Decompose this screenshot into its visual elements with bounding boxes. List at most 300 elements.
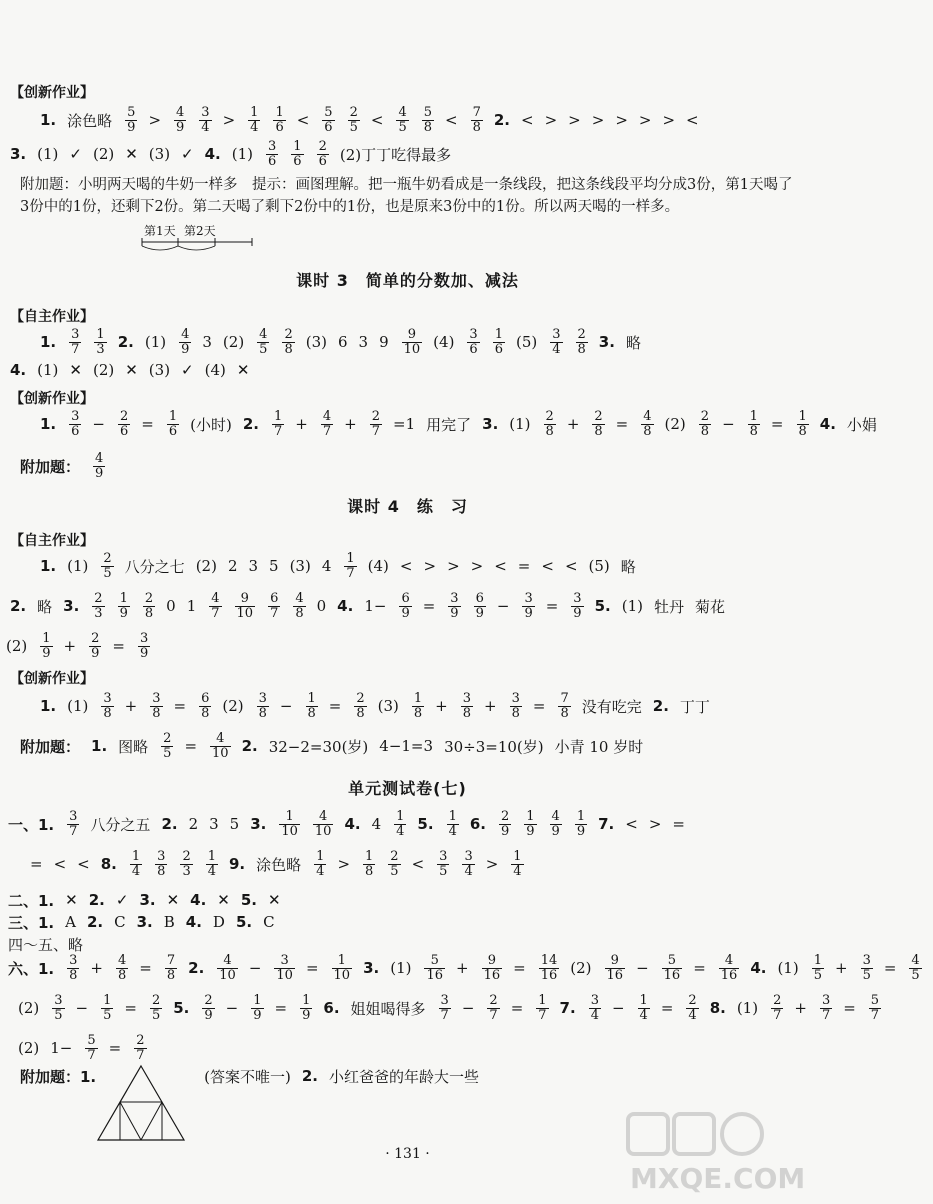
numerator: 2: [489, 992, 498, 1008]
fraction: [399, 592, 411, 621]
denominator: 8: [560, 705, 569, 721]
fraction: [439, 994, 451, 1023]
numerator: 2: [103, 550, 112, 566]
answer-token: (3): [148, 361, 171, 379]
answer-token: 略: [37, 597, 53, 616]
denominator: 6: [71, 423, 80, 439]
question-number: 二、1.: [8, 891, 55, 910]
numerator: 3: [464, 848, 473, 864]
numerator: 1: [285, 808, 294, 824]
answer-token: >: [148, 111, 162, 129]
denominator: 8: [749, 423, 758, 439]
answer-token: =: [139, 959, 152, 977]
numerator: 4: [551, 808, 560, 824]
answer-token: −: [611, 999, 625, 1017]
denominator: 6: [268, 153, 277, 169]
numerator: 2: [120, 408, 129, 424]
numerator: 2: [500, 808, 510, 824]
fraction: [165, 954, 177, 983]
answer-token: 小青 10 岁时: [554, 737, 644, 756]
answer-line: [8, 948, 933, 988]
fraction: [522, 592, 534, 621]
answer-token: 3: [358, 333, 369, 351]
answer-token: 姐姐喝得多: [350, 999, 426, 1018]
numerator: 3: [54, 992, 63, 1008]
numerator: 3: [524, 590, 533, 606]
numerator: 1: [119, 590, 128, 606]
answer-token: +: [90, 959, 103, 977]
numerator: 2: [371, 408, 380, 424]
denominator: 4: [448, 823, 457, 839]
lesson-3-title: 课时 3 简单的分数加、减法: [296, 271, 519, 290]
numerator: 2: [356, 690, 365, 706]
numerator: 1: [448, 808, 457, 824]
fraction: [52, 994, 64, 1023]
denominator: 7: [71, 341, 80, 357]
question-number: 2.: [652, 697, 669, 715]
answer-token: (1): [231, 145, 254, 163]
fraction: [268, 592, 280, 621]
question-number: 2.: [88, 891, 105, 909]
fraction: [291, 140, 303, 169]
denominator: 5: [163, 745, 172, 761]
question-number: 3.: [136, 913, 153, 931]
question-number: 2.: [161, 815, 178, 833]
denominator: 6: [469, 341, 478, 357]
fraction: [217, 954, 238, 983]
segment-diagram: [140, 222, 260, 258]
answer-token: =: [30, 855, 43, 873]
numerator: 2: [688, 992, 697, 1008]
answer-token: 略: [620, 557, 636, 576]
question-number: 4.: [10, 361, 27, 379]
answer-token: =: [883, 959, 897, 977]
question-number: 4.: [344, 815, 361, 833]
fraction: [589, 994, 601, 1023]
question-number: 3.: [139, 891, 156, 909]
denominator: 4: [513, 863, 522, 879]
numerator: 1: [274, 408, 283, 424]
answer-line: [30, 844, 535, 884]
numerator: 3: [152, 690, 161, 706]
fraction: [437, 850, 449, 879]
numerator: 4: [118, 952, 127, 968]
numerator: 1: [293, 138, 302, 154]
numerator: 1: [798, 408, 807, 424]
fraction: [462, 850, 474, 879]
numerator: 4: [216, 730, 225, 746]
answer-token: 1−: [50, 1039, 73, 1057]
numerator: 3: [862, 952, 871, 968]
numerator: 4: [643, 408, 652, 424]
answer-token: 0: [316, 597, 327, 615]
numerator: 7: [472, 104, 481, 120]
fraction: [396, 106, 408, 135]
answer-token: >: [470, 557, 484, 575]
answer-token: =: [328, 697, 342, 715]
answer-token: <: [564, 557, 578, 575]
denominator: 8: [103, 705, 112, 721]
fraction: [748, 410, 760, 439]
fraction: [424, 954, 445, 983]
answer-token: (2): [18, 999, 40, 1017]
numerator: 1: [96, 326, 105, 342]
denominator: 8: [144, 605, 154, 621]
denominator: 8: [798, 423, 807, 439]
numerator: 1: [346, 550, 355, 566]
denominator: 5: [911, 967, 920, 983]
denominator: 5: [349, 119, 358, 135]
answer-token: =: [660, 999, 674, 1017]
addon-label: 附加题：: [20, 457, 81, 476]
denominator: 9: [91, 645, 100, 661]
denominator: 8: [423, 119, 432, 135]
question-number: 1.: [40, 111, 57, 129]
denominator: 10: [276, 967, 293, 983]
question-number: 一、1.: [8, 815, 55, 834]
fraction: [180, 850, 192, 879]
denominator: 4: [396, 823, 405, 839]
answer-token: 小娟: [846, 415, 877, 434]
answer-token: (1): [67, 697, 89, 715]
fraction: [89, 632, 101, 661]
fraction: [266, 140, 278, 169]
denominator: 9: [253, 1007, 262, 1023]
fraction: [558, 692, 570, 721]
fraction: [493, 328, 505, 357]
answer-token: 30÷3=10(岁): [444, 737, 544, 756]
denominator: 9: [551, 823, 560, 839]
fraction: [467, 328, 479, 357]
answer-token: (1): [144, 333, 167, 351]
fraction: [422, 106, 434, 135]
answer-token: (2): [92, 361, 115, 379]
numerator: 5: [667, 952, 677, 968]
fraction: [332, 954, 353, 983]
numerator: 3: [69, 808, 78, 824]
numerator: 1: [307, 690, 316, 706]
numerator: 3: [71, 326, 80, 342]
question-number: 6.: [323, 999, 340, 1017]
fraction: [92, 592, 104, 621]
section-tag-self: 【自主作业】: [10, 533, 94, 549]
answer-token: =: [532, 697, 546, 715]
answer-token: +: [834, 959, 848, 977]
fraction: [638, 994, 650, 1023]
denominator: 5: [862, 967, 871, 983]
numerator: 2: [773, 992, 782, 1008]
fraction: [662, 954, 683, 983]
fraction: [354, 692, 366, 721]
question-number: 2.: [86, 913, 104, 931]
fraction: [550, 810, 562, 839]
numerator: 1: [250, 104, 259, 120]
denominator: 8: [594, 423, 603, 439]
numerator: 1: [576, 808, 586, 824]
numerator: 3: [139, 630, 149, 646]
fraction: [279, 810, 300, 839]
denominator: 9: [42, 645, 51, 661]
question-number: 附加题：: [20, 737, 81, 756]
fraction: [575, 810, 587, 839]
numerator: 4: [724, 952, 734, 968]
numerator: 5: [87, 1032, 96, 1048]
denominator: 16: [426, 967, 444, 983]
fraction: [592, 410, 604, 439]
numerator: 5: [324, 104, 333, 120]
answer-line: [8, 804, 696, 844]
fraction: [314, 850, 326, 879]
answer-token: ✓: [69, 145, 82, 163]
answer-token: =: [422, 597, 436, 615]
answer-token: (2): [222, 333, 245, 351]
answer-token: (4): [367, 557, 389, 575]
fraction: [125, 106, 137, 135]
fraction: [909, 954, 921, 983]
answer-token: B: [163, 913, 175, 931]
denominator: 5: [813, 967, 822, 983]
question-number: 4.: [337, 597, 354, 615]
answer-token: =: [510, 999, 524, 1017]
answer-token: (2): [92, 145, 115, 163]
answer-token: =: [124, 999, 137, 1017]
fraction: [199, 692, 211, 721]
answer-token: <: [521, 111, 534, 129]
numerator: 4: [95, 450, 104, 466]
denominator: 16: [483, 967, 501, 983]
numerator: 2: [594, 408, 603, 424]
answer-line: [18, 988, 892, 1028]
question-number: 六、1.: [8, 959, 55, 978]
diagram-label-day2: 第2天: [184, 224, 216, 238]
denominator: 8: [295, 605, 304, 621]
section-tag-create: 【创新作业】: [10, 671, 94, 687]
fraction: [300, 994, 312, 1023]
answer-line: [40, 404, 888, 444]
fraction: [209, 592, 221, 621]
answer-token: −: [636, 959, 649, 977]
denominator: 4: [688, 1007, 697, 1023]
answer-line: [40, 686, 721, 726]
lesson-4-title: 课时 4 练 习: [347, 497, 468, 516]
denominator: 5: [259, 341, 268, 357]
denominator: 9: [204, 1007, 213, 1023]
fraction: [363, 850, 375, 879]
denominator: 8: [545, 423, 554, 439]
denominator: 8: [472, 119, 481, 135]
numerator: 3: [268, 138, 277, 154]
numerator: 2: [182, 848, 191, 864]
answer-token: =: [513, 959, 526, 977]
answer-token: −: [248, 959, 262, 977]
answer-token: (2): [222, 697, 244, 715]
denominator: 3: [96, 341, 105, 357]
numerator: 9: [487, 952, 496, 968]
denominator: 6: [318, 153, 327, 169]
numerator: 3: [258, 690, 267, 706]
numerator: 2: [91, 630, 100, 646]
answer-token: 0: [166, 597, 176, 615]
denominator: 9: [302, 1007, 311, 1023]
answer-token: 图略: [118, 737, 149, 756]
answer-token: +: [435, 697, 448, 715]
question-number: 2.: [10, 597, 27, 615]
answer-token: −: [722, 415, 735, 433]
answer-token: ✕: [125, 361, 138, 379]
denominator: 9: [139, 645, 149, 661]
answer-token: 4−1=3: [379, 737, 434, 755]
denominator: 4: [639, 1007, 648, 1023]
answer-token: >: [423, 557, 437, 575]
answer-token: (2): [195, 557, 217, 575]
numerator: 1: [813, 952, 822, 968]
denominator: 3: [94, 605, 103, 621]
fraction: [210, 732, 231, 761]
numerator: 1: [513, 848, 522, 864]
fraction: [797, 410, 809, 439]
answer-token: −: [225, 999, 239, 1017]
answer-token: <: [625, 815, 638, 833]
answer-token: (3): [148, 145, 171, 163]
numerator: 7: [560, 690, 569, 706]
question-number: 3.: [598, 333, 615, 351]
denominator: 6: [324, 119, 333, 135]
denominator: 8: [462, 705, 472, 721]
numerator: 4: [176, 104, 185, 120]
numerator: 1: [396, 808, 405, 824]
question-number: 3.: [63, 597, 80, 615]
answer-token: ✓: [181, 145, 194, 163]
denominator: 8: [152, 705, 161, 721]
answer-token: 八分之五: [90, 815, 151, 834]
fraction: [321, 410, 333, 439]
numerator: 6: [401, 590, 410, 606]
answer-token: >: [222, 111, 236, 129]
denominator: 9: [127, 119, 136, 135]
denominator: 7: [69, 823, 78, 839]
answer-token: ✕: [166, 891, 180, 909]
numerator: 3: [573, 590, 582, 606]
numerator: 4: [259, 326, 268, 342]
denominator: 8: [258, 705, 267, 721]
numerator: 5: [423, 104, 432, 120]
answer-token: =: [173, 697, 187, 715]
numerator: 2: [349, 104, 358, 120]
answer-token: (4): [204, 361, 226, 379]
numerator: 2: [577, 326, 586, 342]
answer-token: 牡丹: [653, 597, 684, 616]
answer-token: >: [648, 815, 662, 833]
fraction: [273, 106, 285, 135]
answer-token: <: [541, 557, 554, 575]
fraction: [348, 106, 360, 135]
answer-token: <: [399, 557, 413, 575]
fraction: [412, 692, 424, 721]
denominator: 8: [511, 705, 520, 721]
answer-token: =: [305, 959, 319, 977]
fraction: [812, 954, 824, 983]
question-number: 3.: [482, 415, 499, 433]
denominator: 9: [526, 823, 535, 839]
fraction: [447, 810, 459, 839]
numerator: 1: [253, 992, 262, 1008]
answer-token: (1): [67, 557, 89, 575]
answer-token: =: [108, 1039, 122, 1057]
fraction: [511, 850, 523, 879]
denominator: 8: [166, 967, 176, 983]
answer-token: (1): [37, 145, 59, 163]
answer-token: >: [591, 111, 605, 129]
answer-token: =: [672, 815, 685, 833]
denominator: 5: [390, 863, 399, 879]
answer-token: 略: [625, 333, 641, 352]
denominator: 8: [413, 705, 423, 721]
numerator: 1: [42, 630, 51, 646]
fraction: [174, 106, 186, 135]
fraction: [40, 632, 52, 661]
diagram-label-day1: 第1天: [144, 224, 176, 238]
fraction: [155, 850, 167, 879]
fraction: [67, 954, 79, 983]
answer-token: ✕: [125, 145, 138, 163]
answer-token: ✕: [268, 891, 281, 909]
fraction: [550, 328, 562, 357]
answer-token: (5): [588, 557, 610, 575]
addon-label: 附加题：1.: [20, 1067, 97, 1086]
fraction: [293, 592, 305, 621]
answer-token: ✕: [217, 891, 230, 909]
numerator: 2: [144, 590, 154, 606]
answer-token: >: [337, 855, 351, 873]
denominator: 4: [201, 119, 210, 135]
question-number: 6.: [469, 815, 486, 833]
numerator: 3: [439, 848, 448, 864]
answer-token: <: [370, 111, 384, 129]
question-number: 4.: [185, 913, 202, 931]
answer-token: (1): [736, 999, 759, 1017]
answer-token: +: [456, 959, 469, 977]
numerator: 4: [211, 590, 220, 606]
numerator: 3: [280, 952, 289, 968]
fraction: [544, 410, 556, 439]
answer-token: 用完了: [426, 415, 472, 434]
numerator: 1: [207, 848, 216, 864]
answer-token: (2): [664, 415, 686, 433]
denominator: 10: [212, 745, 229, 761]
question-number: 7.: [598, 815, 615, 833]
answer-token: (1): [777, 959, 799, 977]
denominator: 16: [606, 967, 624, 983]
answer-token: <: [686, 111, 699, 129]
denominator: 5: [398, 119, 407, 135]
answer-token: (1): [509, 415, 531, 433]
fraction: [257, 692, 269, 721]
question-number: 5.: [173, 999, 190, 1017]
answer-token: −: [279, 697, 293, 715]
fraction: [150, 994, 162, 1023]
fraction: [306, 692, 318, 721]
denominator: 8: [118, 967, 127, 983]
answer-token: <: [445, 111, 458, 129]
answer-token: =: [770, 415, 784, 433]
fraction: [313, 810, 334, 839]
fraction: [248, 106, 260, 135]
denominator: 10: [236, 605, 254, 621]
fraction: [699, 410, 711, 439]
denominator: 10: [314, 823, 332, 839]
denominator: 9: [573, 605, 582, 621]
answer-token: 4: [371, 815, 382, 833]
